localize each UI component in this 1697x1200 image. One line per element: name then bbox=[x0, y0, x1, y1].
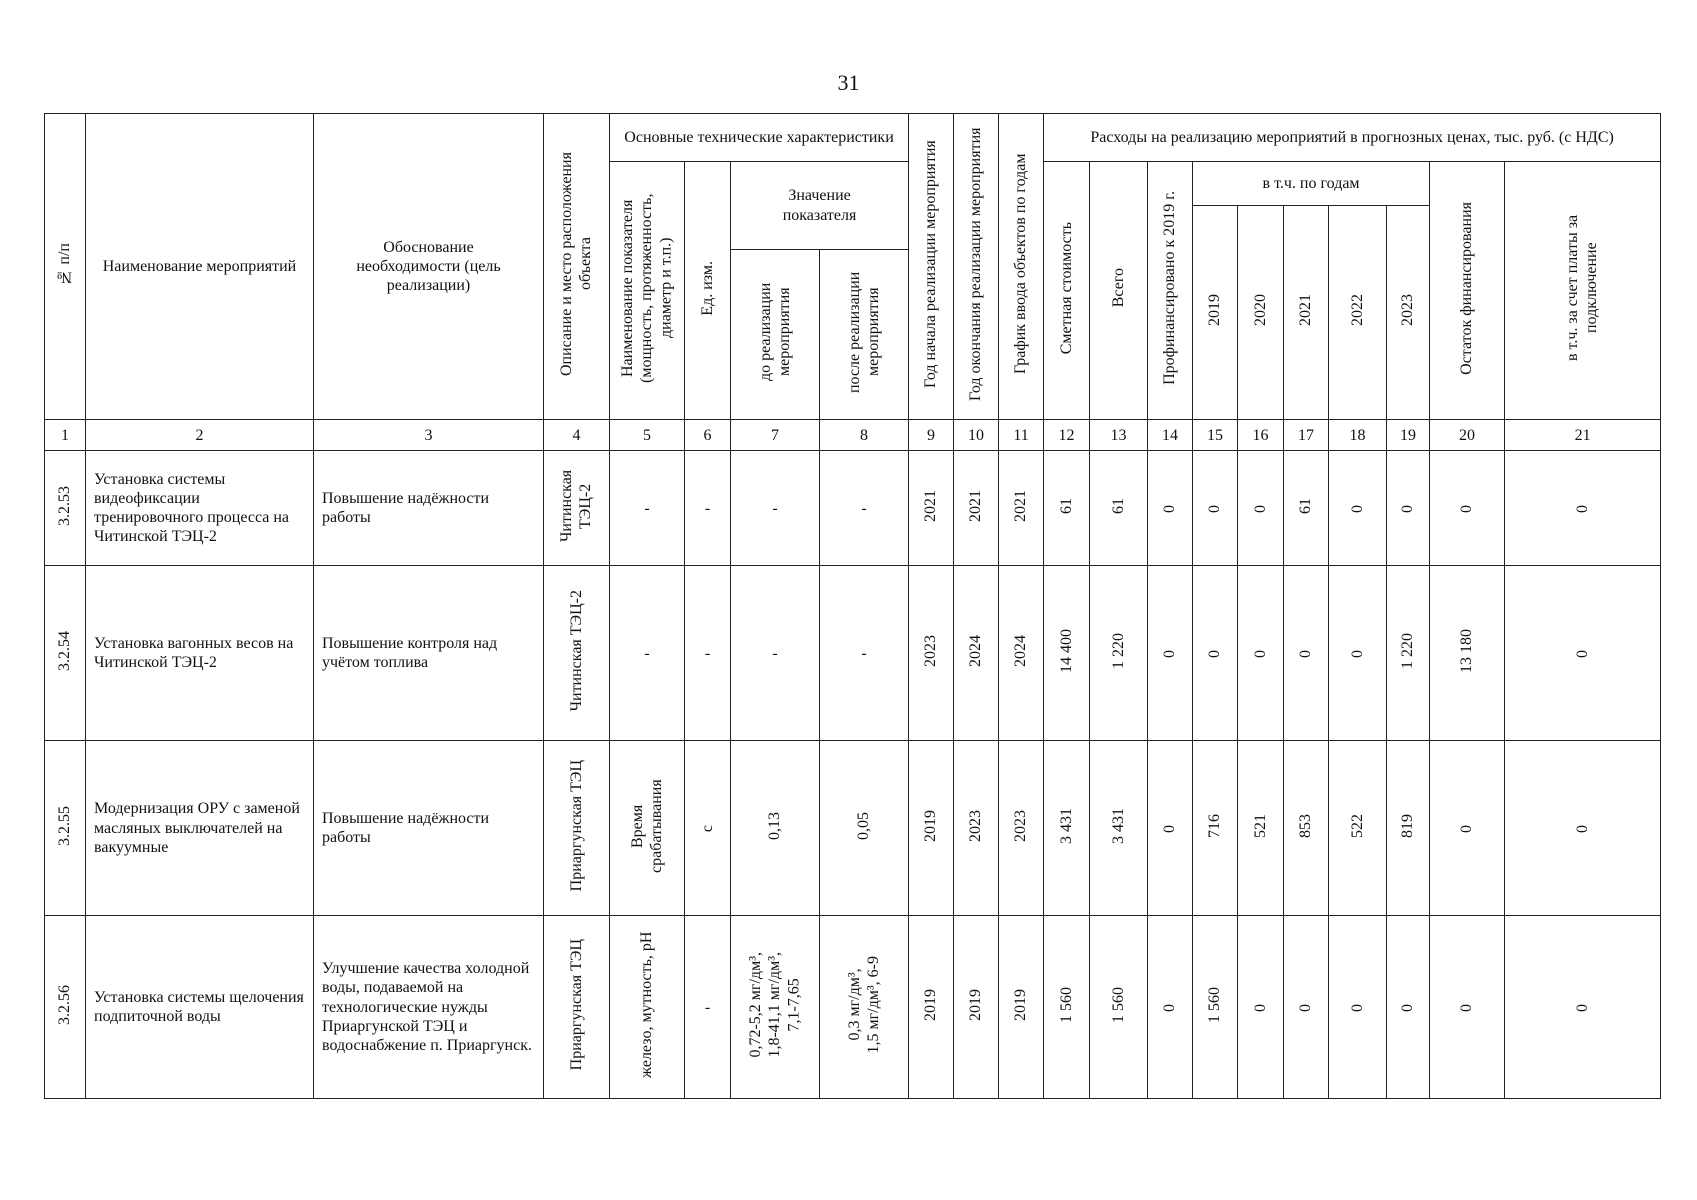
cost-2023: 819 bbox=[1387, 741, 1430, 916]
end-year: 2024 bbox=[954, 566, 999, 741]
measure-justification: Повышение надёжности работы bbox=[314, 451, 544, 566]
start-year: 2023 bbox=[909, 566, 954, 741]
value-before: - bbox=[731, 566, 820, 741]
cost-2019: 0 bbox=[1193, 451, 1238, 566]
value-before: - bbox=[731, 451, 820, 566]
column-number: 7 bbox=[731, 420, 820, 451]
value-before: 0,13 bbox=[731, 741, 820, 916]
indicator-name: - bbox=[610, 451, 685, 566]
financed: 0 bbox=[1148, 451, 1193, 566]
table-row bbox=[45, 451, 1661, 566]
measure-name: Модернизация ОРУ с заменой масляных выключателей на вакуумные bbox=[86, 741, 314, 916]
end-year: 2021 bbox=[954, 451, 999, 566]
measure-name: Установка вагонных весов на Читинской ТЭЦ-2 bbox=[86, 566, 314, 741]
schedule-year: 2021 bbox=[999, 451, 1044, 566]
value-after: - bbox=[820, 451, 909, 566]
start-year: 2021 bbox=[909, 451, 954, 566]
remainder: 0 bbox=[1430, 451, 1505, 566]
value-after-line: 0,3 мг/дм³, bbox=[845, 968, 863, 1041]
connection-fee: 0 bbox=[1505, 566, 1661, 741]
financed: 0 bbox=[1148, 566, 1193, 741]
column-number: 3 bbox=[314, 420, 544, 451]
column-number: 13 bbox=[1090, 420, 1148, 451]
cost-2019: 1 560 bbox=[1193, 916, 1238, 1099]
end-year: 2019 bbox=[954, 916, 999, 1099]
header-no: № п/п bbox=[45, 114, 86, 420]
cost-2021: 61 bbox=[1284, 451, 1329, 566]
header-value: Значение показателя bbox=[731, 162, 909, 250]
connection-fee: 0 bbox=[1505, 741, 1661, 916]
column-number: 18 bbox=[1329, 420, 1387, 451]
measure-justification: Повышение контроля над учётом топлива bbox=[314, 566, 544, 741]
header-tech: Основные технические характеристики bbox=[610, 114, 909, 162]
start-year: 2019 bbox=[909, 741, 954, 916]
end-year: 2023 bbox=[954, 741, 999, 916]
cost-2020: 0 bbox=[1238, 566, 1284, 741]
header-start-year: Год начала реализации мероприятия bbox=[909, 114, 954, 420]
unit: - bbox=[685, 451, 731, 566]
header-total: Всего bbox=[1090, 162, 1148, 420]
header-schedule: График ввода объектов по годам bbox=[999, 114, 1044, 420]
header-2022: 2022 bbox=[1329, 206, 1387, 420]
measure-location: Приаргунская ТЭЦ bbox=[544, 916, 610, 1099]
column-numbers-row bbox=[45, 420, 1661, 451]
cost-2023: 1 220 bbox=[1387, 566, 1430, 741]
total-cost: 3 431 bbox=[1090, 741, 1148, 916]
measure-location: Читинская ТЭЦ-2 bbox=[544, 451, 610, 566]
column-number: 1 bbox=[45, 420, 86, 451]
column-number: 21 bbox=[1505, 420, 1661, 451]
header-indicator-name: Наименование показателя (мощность, протяженность, диаметр и т.п.) bbox=[610, 162, 685, 420]
header-unit: Ед. изм. bbox=[685, 162, 731, 420]
column-number: 8 bbox=[820, 420, 909, 451]
indicator-name: - bbox=[610, 566, 685, 741]
header-financed: Профинансировано к 2019 г. bbox=[1148, 162, 1193, 420]
header-connection-fee: в т.ч. за счет платы за подключение bbox=[1505, 162, 1661, 420]
header-end-year: Год окончания реализации мероприятия bbox=[954, 114, 999, 420]
measure-location: Читинская ТЭЦ-2 bbox=[544, 566, 610, 741]
cost-2019: 716 bbox=[1193, 741, 1238, 916]
column-number: 10 bbox=[954, 420, 999, 451]
column-number: 15 bbox=[1193, 420, 1238, 451]
total-cost: 1 560 bbox=[1090, 916, 1148, 1099]
cost-2020: 521 bbox=[1238, 741, 1284, 916]
header-estimated: Сметная стоимость bbox=[1044, 162, 1090, 420]
column-number: 9 bbox=[909, 420, 954, 451]
column-number: 14 bbox=[1148, 420, 1193, 451]
total-cost: 1 220 bbox=[1090, 566, 1148, 741]
cost-2022: 0 bbox=[1329, 566, 1387, 741]
column-number: 20 bbox=[1430, 420, 1505, 451]
financed: 0 bbox=[1148, 741, 1193, 916]
value-before-line: 0,72-5,2 мг/дм³, bbox=[747, 951, 765, 1058]
page-number: 31 bbox=[837, 70, 860, 95]
estimated-cost: 14 400 bbox=[1044, 566, 1090, 741]
value-after bbox=[820, 916, 909, 1099]
row-number: 3.2.54 bbox=[45, 566, 86, 741]
column-number: 4 bbox=[544, 420, 610, 451]
column-number: 11 bbox=[999, 420, 1044, 451]
table-row bbox=[45, 566, 1661, 741]
header-2020: 2020 bbox=[1238, 206, 1284, 420]
header-justification: Обоснование необходимости (цель реализации) bbox=[314, 114, 544, 420]
schedule-year: 2019 bbox=[999, 916, 1044, 1099]
indicator-name: Время срабатывания bbox=[610, 741, 685, 916]
cost-2022: 0 bbox=[1329, 916, 1387, 1099]
value-before-line: 1,8-41,1 мг/дм³, bbox=[766, 951, 784, 1058]
column-number: 17 bbox=[1284, 420, 1329, 451]
cost-2020: 0 bbox=[1238, 451, 1284, 566]
header-after: после реализации мероприятия bbox=[820, 250, 909, 420]
estimated-cost: 3 431 bbox=[1044, 741, 1090, 916]
cost-2021: 853 bbox=[1284, 741, 1329, 916]
cost-2020: 0 bbox=[1238, 916, 1284, 1099]
measure-name: Установка системы щелочения подпиточной воды bbox=[86, 916, 314, 1099]
remainder: 13 180 bbox=[1430, 566, 1505, 741]
table-row bbox=[45, 741, 1661, 916]
table-row bbox=[45, 916, 1661, 1099]
value-before bbox=[731, 916, 820, 1099]
header-2021: 2021 bbox=[1284, 206, 1329, 420]
cost-2022: 522 bbox=[1329, 741, 1387, 916]
row-number: 3.2.55 bbox=[45, 741, 86, 916]
measure-justification: Повышение надёжности работы bbox=[314, 741, 544, 916]
schedule-year: 2024 bbox=[999, 566, 1044, 741]
column-number: 19 bbox=[1387, 420, 1430, 451]
row-number: 3.2.53 bbox=[45, 451, 86, 566]
header-by-years: в т.ч. по годам bbox=[1193, 162, 1430, 206]
measure-location: Приаргунская ТЭЦ bbox=[544, 741, 610, 916]
column-number: 6 bbox=[685, 420, 731, 451]
column-number: 2 bbox=[86, 420, 314, 451]
value-after: - bbox=[820, 566, 909, 741]
column-number: 16 bbox=[1238, 420, 1284, 451]
column-number: 12 bbox=[1044, 420, 1090, 451]
cost-2021: 0 bbox=[1284, 916, 1329, 1099]
investment-table bbox=[44, 113, 1661, 1099]
remainder: 0 bbox=[1430, 741, 1505, 916]
header-location: Описание и место расположения объекта bbox=[544, 114, 610, 420]
total-cost: 61 bbox=[1090, 451, 1148, 566]
unit: - bbox=[685, 566, 731, 741]
financed: 0 bbox=[1148, 916, 1193, 1099]
cost-2021: 0 bbox=[1284, 566, 1329, 741]
measure-justification: Улучшение качества холодной воды, подаваемой на технологические нужды Приаргунской ТЭЦ и водоснабжение п. Приаргунск. bbox=[314, 916, 544, 1099]
indicator-name: железо, мутность, pH bbox=[610, 916, 685, 1099]
row-number: 3.2.56 bbox=[45, 916, 86, 1099]
cost-2019: 0 bbox=[1193, 566, 1238, 741]
schedule-year: 2023 bbox=[999, 741, 1044, 916]
connection-fee: 0 bbox=[1505, 916, 1661, 1099]
unit: - bbox=[685, 916, 731, 1099]
header-remainder: Остаток финансирования bbox=[1430, 162, 1505, 420]
cost-2023: 0 bbox=[1387, 916, 1430, 1099]
header-before: до реализации мероприятия bbox=[731, 250, 820, 420]
remainder: 0 bbox=[1430, 916, 1505, 1099]
unit: с bbox=[685, 741, 731, 916]
cost-2023: 0 bbox=[1387, 451, 1430, 566]
measure-name: Установка системы видеофиксации тренировочного процесса на Читинской ТЭЦ-2 bbox=[86, 451, 314, 566]
header-expenses: Расходы на реализацию мероприятий в прогнозных ценах, тыс. руб. (с НДС) bbox=[1044, 114, 1661, 162]
value-after: 0,05 bbox=[820, 741, 909, 916]
start-year: 2019 bbox=[909, 916, 954, 1099]
header-2023: 2023 bbox=[1387, 206, 1430, 420]
cost-2022: 0 bbox=[1329, 451, 1387, 566]
header-2019: 2019 bbox=[1193, 206, 1238, 420]
connection-fee: 0 bbox=[1505, 451, 1661, 566]
value-before-line: 7,1-7,65 bbox=[785, 977, 803, 1032]
value-after-line: 1,5 мг/дм³, 6-9 bbox=[865, 955, 883, 1054]
estimated-cost: 1 560 bbox=[1044, 916, 1090, 1099]
column-number: 5 bbox=[610, 420, 685, 451]
estimated-cost: 61 bbox=[1044, 451, 1090, 566]
header-name: Наименование мероприятий bbox=[86, 114, 314, 420]
